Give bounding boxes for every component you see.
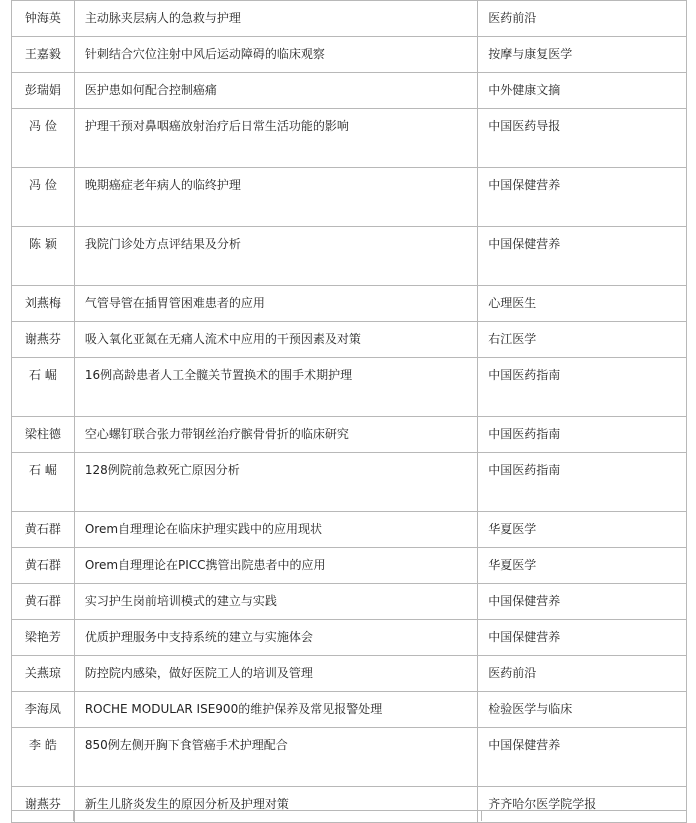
title-cell: 防控院内感染，做好医院工人的培训及管理 (74, 656, 477, 692)
title-cell: 护理干预对鼻咽癌放射治疗后日常生活功能的影响 (74, 109, 477, 168)
title-cell: 气管导管在插胃管困难患者的应用 (74, 286, 477, 322)
author-cell: 石 崛 (12, 453, 75, 512)
title-cell: 新生儿脐炎发生的原因分析及护理对策 (74, 787, 477, 823)
table-row (12, 37, 687, 73)
table-continuation (11, 810, 687, 820)
title-cell: 空心螺钉联合张力带钢丝治疗髌骨骨折的临床研究 (74, 417, 477, 453)
journal-cell: 医药前沿 (478, 656, 687, 692)
table-row (12, 168, 687, 227)
author-cell: 谢燕芬 (12, 322, 75, 358)
table-row (12, 512, 687, 548)
table-row (12, 656, 687, 692)
journal-cell: 右江医学 (478, 322, 687, 358)
journal-cell: 心理医生 (478, 286, 687, 322)
journal-cell: 中国保健营养 (478, 728, 687, 787)
journal-cell: 中国医药指南 (478, 358, 687, 417)
table-row (12, 417, 687, 453)
table-row (12, 584, 687, 620)
table-row (12, 322, 687, 358)
journal-cell: 医药前沿 (478, 1, 687, 37)
title-cell: 我院门诊处方点评结果及分析 (74, 227, 477, 286)
author-cell: 谢燕芬 (12, 787, 75, 823)
title-cell: 优质护理服务中支持系统的建立与实施体会 (74, 620, 477, 656)
title-cell: 850例左侧开胸下食管癌手术护理配合 (74, 728, 477, 787)
papers-table (11, 0, 687, 823)
journal-cell: 检验医学与临床 (478, 692, 687, 728)
journal-cell: 中国医药指南 (478, 417, 687, 453)
table-row (12, 728, 687, 787)
author-cell: 李 皓 (12, 728, 75, 787)
title-cell: 针刺结合穴位注射中风后运动障碍的临床观察 (74, 37, 477, 73)
journal-cell: 按摩与康复医学 (478, 37, 687, 73)
author-cell: 刘燕梅 (12, 286, 75, 322)
author-cell: 梁艳芳 (12, 620, 75, 656)
author-cell: 钟海英 (12, 1, 75, 37)
author-cell: 彭瑞娟 (12, 73, 75, 109)
journal-cell: 中国保健营养 (478, 168, 687, 227)
column-divider (73, 811, 74, 821)
title-cell: ROCHE MODULAR ISE900的维护保养及常见报警处理 (74, 692, 477, 728)
journal-cell: 中国保健营养 (478, 584, 687, 620)
journal-cell: 中国医药导报 (478, 109, 687, 168)
table-row (12, 692, 687, 728)
title-cell: 医护患如何配合控制癌痛 (74, 73, 477, 109)
author-cell: 冯 俭 (12, 168, 75, 227)
title-cell: 吸入氧化亚氮在无痛人流术中应用的干预因素及对策 (74, 322, 477, 358)
title-cell: Orem自理理论在PICC携管出院患者中的应用 (74, 548, 477, 584)
author-cell: 关燕琼 (12, 656, 75, 692)
journal-cell: 中外健康文摘 (478, 73, 687, 109)
title-cell: Orem自理理论在临床护理实践中的应用现状 (74, 512, 477, 548)
table-row (12, 227, 687, 286)
journal-cell: 中国保健营养 (478, 227, 687, 286)
journal-cell: 齐齐哈尔医学院学报 (478, 787, 687, 823)
table-row (12, 548, 687, 584)
title-cell: 主动脉夹层病人的急救与护理 (74, 1, 477, 37)
table-row (12, 109, 687, 168)
journal-cell: 中国保健营养 (478, 620, 687, 656)
author-cell: 梁柱德 (12, 417, 75, 453)
papers-table-body (12, 1, 687, 823)
journal-cell: 华夏医学 (478, 512, 687, 548)
table-row (12, 358, 687, 417)
journal-cell: 中国医药指南 (478, 453, 687, 512)
table-row (12, 73, 687, 109)
table-row (12, 453, 687, 512)
author-cell: 王嘉毅 (12, 37, 75, 73)
table-row (12, 1, 687, 37)
author-cell: 李海凤 (12, 692, 75, 728)
author-cell: 冯 俭 (12, 109, 75, 168)
journal-cell: 华夏医学 (478, 548, 687, 584)
table-row (12, 620, 687, 656)
author-cell: 黄石群 (12, 548, 75, 584)
author-cell: 黄石群 (12, 584, 75, 620)
author-cell: 石 崛 (12, 358, 75, 417)
title-cell: 128例院前急救死亡原因分析 (74, 453, 477, 512)
title-cell: 实习护生岗前培训模式的建立与实践 (74, 584, 477, 620)
author-cell: 陈 颖 (12, 227, 75, 286)
table-row (12, 286, 687, 322)
author-cell: 黄石群 (12, 512, 75, 548)
title-cell: 16例高龄患者人工全髋关节置换术的围手术期护理 (74, 358, 477, 417)
column-divider (481, 811, 482, 821)
title-cell: 晚期癌症老年病人的临终护理 (74, 168, 477, 227)
